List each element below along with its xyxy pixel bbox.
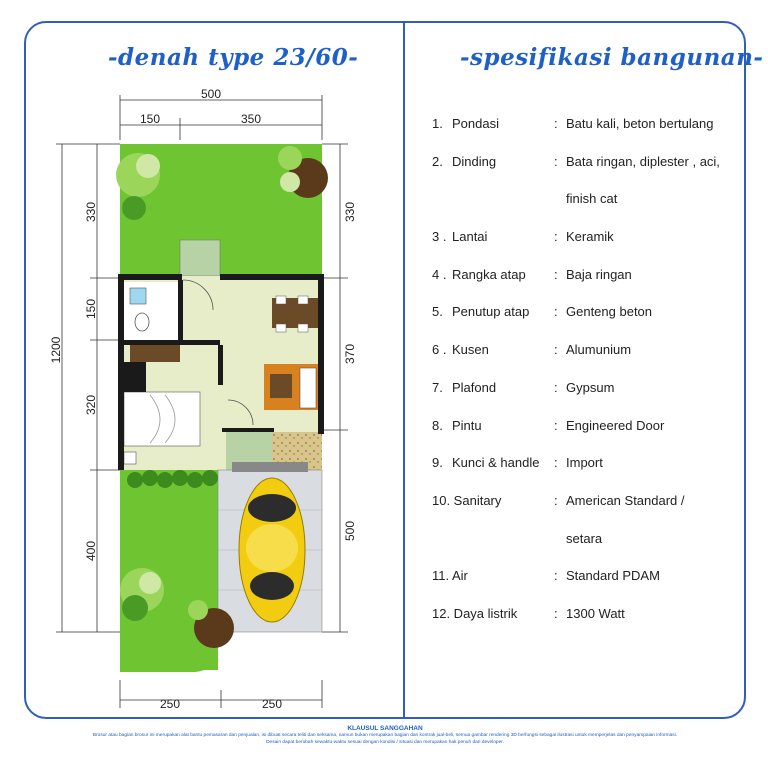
dim-right-3: 500 — [343, 520, 357, 542]
spec-colon: : — [554, 304, 558, 320]
dim-top-left: 150 — [139, 112, 161, 126]
spec-row — [432, 110, 732, 148]
spec-colon: : — [554, 492, 558, 508]
bathtub-basin — [130, 288, 146, 304]
spec-value: Batu kali, beton bertulang — [566, 116, 714, 131]
spec-label: 11. Air — [432, 568, 468, 584]
spec-value: setara — [566, 530, 603, 546]
spec-value: American Standard / — [566, 492, 685, 508]
spec-number: 9. — [432, 455, 443, 471]
spec-number: 7. — [432, 379, 443, 395]
spec-value: Gypsum — [566, 379, 615, 395]
spec-colon: : — [554, 455, 558, 471]
spec-row — [432, 185, 732, 223]
spec-row — [432, 261, 732, 299]
spec-value: Bata ringan, diplester , aci, — [566, 153, 720, 169]
spec-row — [432, 600, 732, 638]
spec-colon: : — [554, 266, 558, 282]
spec-colon: : — [554, 342, 558, 358]
spec-number: 6 . — [432, 342, 447, 358]
spec-row — [432, 412, 732, 450]
wardrobe — [130, 344, 180, 362]
spec-row — [432, 223, 732, 261]
spec-label: Dinding — [452, 153, 497, 169]
car — [239, 478, 305, 622]
dim-right-2: 370 — [343, 343, 357, 365]
spec-value: Genteng beton — [566, 304, 653, 320]
spec-row — [432, 374, 732, 412]
spec-number: 3 . — [432, 229, 447, 245]
spec-value: 1300 Watt — [566, 605, 625, 621]
spec-row — [432, 449, 732, 487]
spec-label: Kunci & handle — [452, 455, 540, 471]
dim-right-1: 330 — [343, 201, 357, 223]
spec-label: Pondasi — [452, 116, 499, 131]
spec-label: Kusen — [452, 342, 489, 358]
dim-left-2: 150 — [84, 298, 98, 320]
spec-row — [432, 487, 732, 525]
dim-bottom-right: 250 — [261, 697, 283, 711]
spec-value: Import — [566, 455, 603, 471]
spec-label: Lantai — [452, 229, 488, 245]
spec-number: 4 . — [432, 266, 447, 282]
dim-top-right: 350 — [240, 112, 262, 126]
spec-value: Engineered Door — [566, 417, 665, 433]
spec-number: 1. — [432, 116, 443, 131]
spec-colon: : — [554, 568, 558, 584]
spec-colon: : — [554, 417, 558, 433]
spec-colon: : — [554, 605, 558, 621]
dim-left-4: 400 — [84, 540, 98, 562]
disclaimer-title: KLAUSUL SANGGAHAN — [347, 725, 423, 732]
spec-number: 8. — [432, 417, 443, 433]
specification-title: -spesifikasi bangunan- — [460, 44, 764, 71]
spec-label: 12. Daya listrik — [432, 605, 518, 621]
dim-left-3: 320 — [84, 394, 98, 416]
spec-colon: : — [554, 153, 558, 169]
specification-list — [432, 110, 732, 638]
spec-colon: : — [554, 116, 558, 131]
spec-label: Plafond — [452, 379, 497, 395]
spec-row — [432, 525, 732, 563]
spec-value: Standard PDAM — [566, 568, 660, 584]
nightstand — [124, 452, 136, 464]
spec-value: Baja ringan — [566, 266, 632, 282]
spec-value: Alumunium — [566, 342, 632, 358]
spec-colon: : — [554, 379, 558, 395]
spec-label: Penutup atap — [452, 304, 530, 320]
spec-label: Pintu — [452, 417, 482, 433]
spec-number: 5. — [432, 304, 443, 320]
dim-bottom-left: 250 — [159, 697, 181, 711]
spec-number: 2. — [432, 153, 443, 169]
dim-left-1: 330 — [84, 201, 98, 223]
disclaimer-line-1: Brosur atau bagian brosur ini merupakan alat bantu pemasaran dan penjualan, isi dibuat secara teliti dan seksama, namun bukan merupakan bagian dari kontrak jual-beli, semua gambar rendering 3D berfungsi sebagai ilustrasi untuk memperjelas dan penyampaian informasi. — [92, 733, 678, 738]
spec-row — [432, 562, 732, 600]
disclaimer — [60, 725, 710, 746]
bed — [124, 392, 200, 446]
dim-top-total: 500 — [200, 87, 222, 101]
spec-row — [432, 336, 732, 374]
floor-plan-title: -denah type 23/60- — [108, 44, 359, 71]
spec-row — [432, 148, 732, 186]
spec-value: Keramik — [566, 229, 614, 245]
spec-label: Rangka atap — [452, 266, 526, 282]
spec-label: 10. Sanitary — [432, 492, 502, 508]
disclaimer-line-2: Desain dapat berubah sewaktu-waktu sesuai dengan kondisi / situasi dan merupakan hak penuh dari developer. — [266, 740, 504, 745]
spec-value: finish cat — [566, 191, 618, 207]
coffee-table — [270, 374, 292, 398]
toilet — [135, 313, 149, 331]
spec-row — [432, 298, 732, 336]
dim-left-total: 1200 — [49, 336, 63, 364]
spec-colon: : — [554, 229, 558, 245]
entrance-step — [180, 240, 220, 276]
